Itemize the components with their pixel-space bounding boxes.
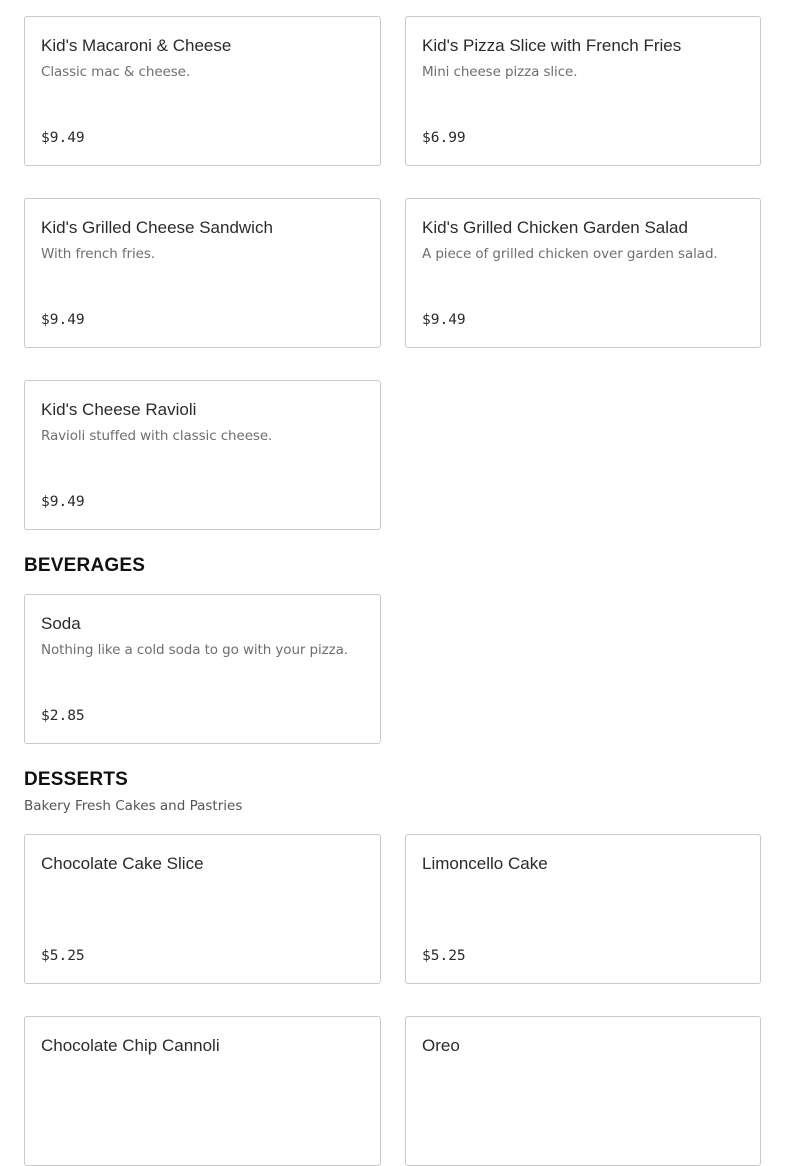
menu-item-price: $6.99 [422,130,466,146]
menu-item-name: Chocolate Chip Cannoli [41,1036,220,1055]
menu-item-price: $2.85 [41,708,85,724]
menu-item-description: A piece of grilled chicken over garden salad. [422,246,718,262]
menu-item-description: Mini cheese pizza slice. [422,64,578,80]
menu-item-card[interactable] [405,1016,761,1166]
menu-item-card[interactable] [24,834,381,984]
menu-item-price: $9.49 [41,494,85,510]
menu-item-name: Kid's Grilled Chicken Garden Salad [422,218,688,237]
menu-item-card[interactable] [405,834,761,984]
menu-item-name: Kid's Cheese Ravioli [41,400,197,419]
menu-item-card[interactable] [24,380,381,530]
menu-item-description: Ravioli stuffed with classic cheese. [41,428,273,444]
section-title-beverages: BEVERAGES [24,555,146,576]
menu-item-name: Kid's Pizza Slice with French Fries [422,36,682,55]
menu-item-card[interactable] [24,594,381,744]
menu-item-name: Soda [41,614,81,633]
menu-item-card[interactable] [405,16,761,166]
menu-item-card[interactable] [24,198,381,348]
menu-item-name: Kid's Grilled Cheese Sandwich [41,218,273,237]
menu-item-description: With french fries. [41,246,155,262]
menu-item-price: $9.49 [422,312,466,328]
menu-item-name: Chocolate Cake Slice [41,854,204,873]
section-subtitle-desserts: Bakery Fresh Cakes and Pastries [24,798,243,814]
menu-item-card[interactable] [405,198,761,348]
section-title-desserts: DESSERTS [24,769,129,790]
menu-item-description: Classic mac & cheese. [41,64,191,80]
menu-item-name: Oreo [422,1036,460,1055]
menu-item-price: $9.49 [41,312,85,328]
menu-item-name: Limoncello Cake [422,854,548,873]
menu-item-card[interactable] [24,1016,381,1166]
menu-item-price: $5.25 [422,948,466,964]
menu-item-name: Kid's Macaroni & Cheese [41,36,232,55]
menu-item-price: $9.49 [41,130,85,146]
menu-item-price: $5.25 [41,948,85,964]
menu-item-card[interactable] [24,16,381,166]
menu-item-description: Nothing like a cold soda to go with your pizza. [41,642,348,658]
